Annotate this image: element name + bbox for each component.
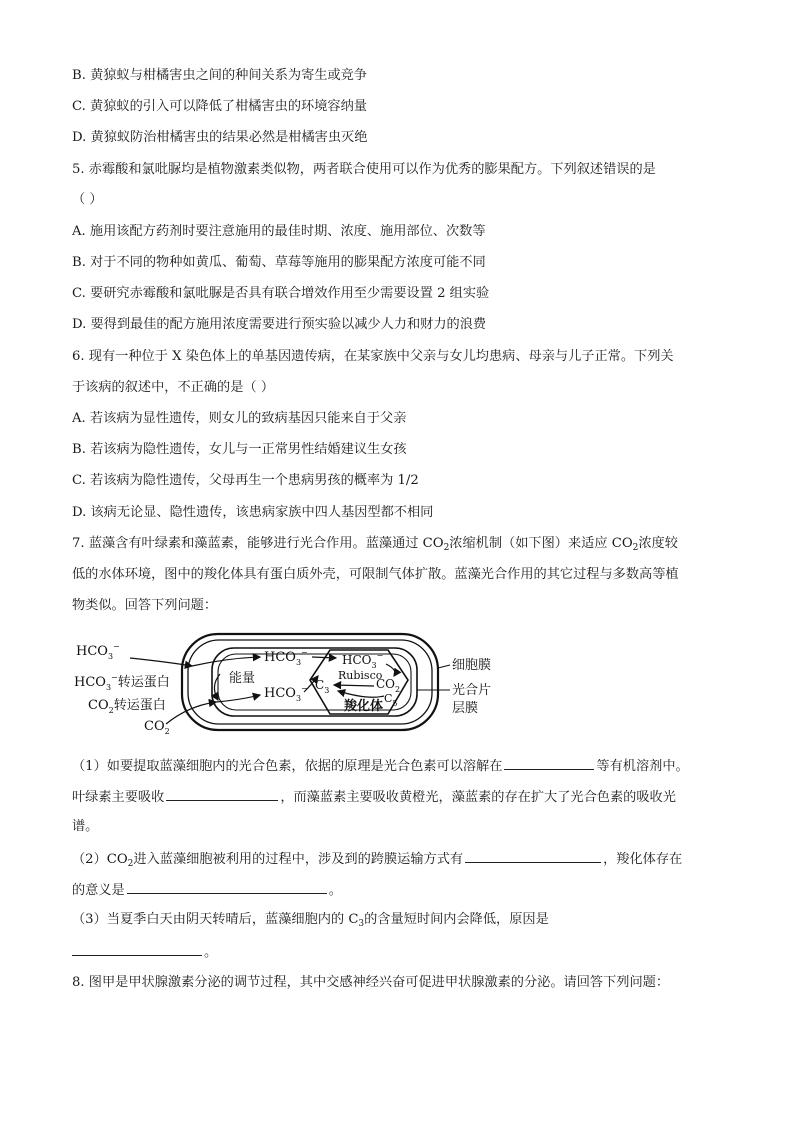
cell-membrane-pointer [438, 665, 450, 668]
q6-option-c: C. 若该病为隐性遗传，父母再生一个患病男孩的概率为 1/2 [72, 473, 419, 488]
co2-concentration-diagram [68, 628, 508, 740]
co2-to-hco3-arrow [216, 695, 260, 702]
answer-blank-4[interactable] [127, 880, 327, 894]
photosynthetic-membrane-label-1: 光合片 [452, 683, 492, 698]
svg-text:C5: $C_5$ [384, 692, 398, 708]
q7-part-2-cont: 的意义是 。 [72, 880, 342, 900]
svg-text:CO2: $CO_2$ [144, 719, 170, 736]
question-7-stem-3: 物类似。回答下列问题： [72, 598, 218, 613]
q5-option-b: B. 对于不同的物种如黄瓜、葡萄、草莓等施用的膨果配方浓度可能不同 [72, 255, 486, 270]
question-7-stem-2: 低的水体环境，图中的羧化体具有蛋白质外壳，可限制气体扩散。蓝藻光合作用的其它过程与多数高等植 [72, 567, 679, 582]
hco3-to-co2-arrow [386, 664, 395, 676]
hco3-cytoplasm-label [264, 648, 308, 667]
question-5-stem: 5. 赤霉酸和氯吡脲均是植物激素类似物，两者联合使用可以作为优秀的膨果配方。下列叙述错误的是 [72, 162, 656, 177]
energy-label: 能量 [229, 671, 256, 686]
question-6-stem: 6. 现有一种位于 X 染色体上的单基因遗传病，在某家族中父亲与女儿均患病、母亲与儿子正常。下列关 [72, 349, 674, 364]
hco3-carboxysome-label [342, 651, 383, 670]
q6-option-a: A. 若该病为显性遗传，则女儿的致病基因只能来自于父亲 [72, 411, 407, 426]
energy-arrow [214, 674, 220, 700]
svg-text:CO2转运蛋白: $CO_2$转运蛋白 [88, 698, 166, 715]
answer-blank-5[interactable] [72, 942, 202, 956]
question-5-bracket: （ ） [72, 192, 103, 207]
q5-option-d: D. 要得到最佳的配方施用浓度需要进行预实验以减少人力和财力的浪费 [72, 317, 487, 332]
hco3-lower-label [264, 684, 308, 703]
q6-option-b: B. 若该病为隐性遗传，女儿与一正常男性结婚建议生女孩 [72, 442, 407, 457]
svg-text:C3: $C_3$ [315, 678, 330, 695]
option-b: B. 黄猄蚁与柑橘害虫之间的种间关系为寄生或竞争 [72, 68, 368, 83]
hco3-outside-label [76, 642, 120, 661]
co2-transporter-label [88, 698, 166, 715]
svg-text:HCO3−转运蛋白: $HCO_3^-$转运蛋白 [74, 673, 170, 692]
rubisco-label: Rubisco [338, 669, 383, 682]
question-6-stem-cont: 于该病的叙述中，不正确的是（ ） [72, 380, 275, 395]
q5-option-c: C. 要研究赤霉酸和氯吡脲是否具有联合增效作用至少需要设置 2 组实验 [72, 286, 490, 301]
co2-outside-label [144, 719, 170, 736]
c5-cycle-arrow [338, 691, 384, 697]
photosynthetic-membrane-label-2: 层膜 [452, 701, 479, 716]
c5-label [384, 692, 398, 708]
q7-part-1-cont: 叶绿素主要吸收 ，而藻蓝素主要吸收黄橙光，藻蓝素的存在扩大了光合色素的吸收光 [72, 787, 676, 807]
q7-part-2: $(2)CO_2$进入蓝藻细胞被利用的过程中，涉及到的跨膜运输方式有 ，羧化体存在 [72, 849, 682, 873]
svg-text:HCO3−: $HCO_3^-$ [76, 642, 120, 661]
question-8-stem: 8. 图甲是甲状腺激素分泌的调节过程，其中交感神经兴奋可促进甲状腺激素的分泌。请回答下列问题： [72, 975, 670, 990]
q7-part-3: （3）当夏季白天由阴天转晴后，蓝藻细胞内的 $C_3$的含量短时间内会降低，原因是 [72, 912, 549, 929]
option-d: D. 黄猄蚁防治柑橘害虫的结果必然是柑橘害虫灭绝 [72, 130, 368, 145]
hco3-into-carboxysome-arrow [312, 657, 336, 658]
answer-blank-3[interactable] [465, 849, 601, 863]
carboxysome-label: 羧化体 [344, 699, 384, 714]
answer-blank-2[interactable] [166, 787, 278, 801]
co2-to-c3-arrow [334, 685, 374, 686]
q7-part-1: （1）如要提取蓝藻细胞内的光合色素，依据的原理是光合色素可以溶解在 等有机溶剂中。 [72, 756, 689, 776]
question-7-stem: 7. 蓝藻含有叶绿素和藻蓝素，能够进行光合作用。蓝藻通过 $CO_2$浓缩机制（如下图）来适应 $CO_2$浓度较 [72, 536, 678, 553]
q7-part-3-cont: 。 [72, 942, 217, 962]
cell-membrane-label: 细胞膜 [452, 658, 492, 673]
option-c: C. 黄猄蚁的引入可以降低了柑橘害虫的环境容纳量 [72, 99, 367, 114]
svg-text:HCO3−: $HCO_3^-$ [342, 651, 384, 670]
q6-option-d: D. 该病无论显、隐性遗传，该患病家族中四人基因型都不相同 [72, 505, 434, 520]
hco3-transporter-label [74, 673, 170, 692]
svg-text:HCO3−: $HCO_3^-$ [264, 684, 308, 703]
answer-blank-1[interactable] [504, 756, 594, 770]
svg-text:CO2: $CO_2$ [376, 677, 401, 694]
cell-membrane-inner [188, 640, 432, 724]
q7-part-1-end: 谱。 [72, 819, 99, 834]
svg-text:HCO3−: $HCO_3^-$ [264, 648, 308, 667]
q5-option-a: A. 施用该配方药剂时要注意施用的最佳时期、浓度、施用部位、次数等 [72, 224, 486, 239]
hco3-to-cytoplasm-arrow [192, 657, 260, 666]
